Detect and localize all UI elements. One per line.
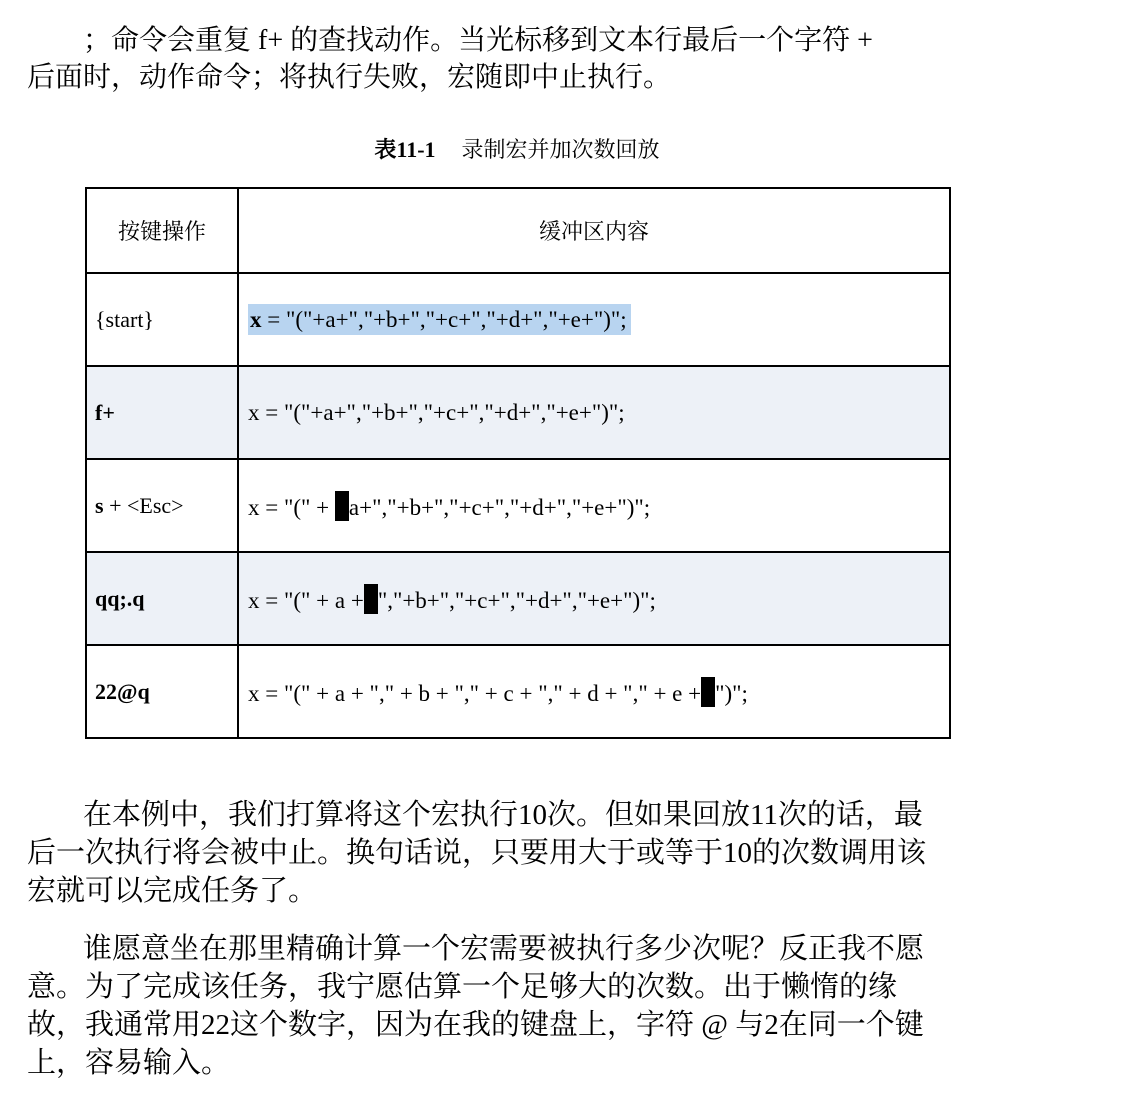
bold-text: 22@q: [95, 678, 150, 704]
text-line: 宏就可以完成任务了。: [27, 875, 318, 907]
header-keystrokes: 按键操作: [86, 188, 238, 273]
table-row: [86, 366, 950, 459]
table-caption-label: 表11-1: [374, 137, 436, 162]
text-line: 上，容易输入。: [27, 1047, 231, 1079]
buffer-contents-cell: [238, 552, 950, 645]
keystrokes-cell: [86, 645, 238, 738]
text-line: 故，我通常用22这个数字，因为在我的键盘上，字符 @ 与2在同一个键: [27, 1009, 924, 1041]
buffer-contents-cell: [238, 459, 950, 552]
text: a+","+b+","+c+","+d+","+e+")";: [348, 494, 651, 520]
text: ","+b+","+c+","+d+","+e+")";: [377, 587, 656, 613]
bold-text: s: [95, 492, 104, 518]
header-buffer-contents: 缓冲区内容: [238, 188, 950, 273]
table-row: [86, 552, 950, 645]
buffer-contents-cell: [238, 273, 950, 366]
text: x = "(" + a + "," + b + "," + c + "," + d + "," + e +: [248, 680, 702, 706]
cursor-block: [335, 491, 349, 521]
text-line: ；命令会重复 f+ 的查找动作。当光标移到文本行最后一个字符 +: [83, 25, 873, 56]
text-line: 意。为了完成该任务，我宁愿估算一个足够大的次数。出于懒惰的缘: [27, 971, 898, 1003]
table-row: [86, 645, 950, 738]
bold-text: qq;.q: [95, 585, 145, 611]
text-line: 谁愿意坐在那里精确计算一个宏需要被执行多少次呢？反正我不愿: [83, 933, 925, 965]
text: {start}: [95, 306, 154, 332]
bold-text: x: [250, 306, 262, 332]
cursor-block: [701, 677, 715, 707]
keystrokes-cell: [86, 552, 238, 645]
cursor-block: [364, 584, 378, 614]
table-header-row: [86, 188, 950, 273]
macro-playback-table: [85, 187, 951, 739]
keystrokes-cell: [86, 366, 238, 459]
table-row: [86, 273, 950, 366]
text: + <Esc>: [103, 492, 184, 518]
bold-text: f+: [95, 399, 115, 425]
paragraph-macro-abort: [27, 22, 873, 96]
table-row: [86, 459, 950, 552]
text: = "("+a+","+b+","+c+","+d+","+e+")";: [261, 306, 627, 332]
paragraph-lazy-estimate: [27, 930, 924, 1082]
buffer-contents-cell: [238, 645, 950, 738]
text: x = "(" +: [248, 494, 335, 520]
keystrokes-cell: [86, 273, 238, 366]
text-line: 后一次执行将会被中止。换句话说，只要用大于或等于10的次数调用该: [27, 837, 927, 869]
selection-highlight: [248, 304, 631, 335]
keystrokes-cell: [86, 459, 238, 552]
text: x = "(" + a +: [248, 587, 364, 613]
table-caption: [85, 133, 949, 164]
paragraph-replay-count: [27, 796, 926, 910]
text: ")";: [715, 680, 748, 706]
buffer-contents-cell: [238, 366, 950, 459]
text: x = "("+a+","+b+","+c+","+d+","+e+")";: [248, 399, 625, 425]
table-caption-title: 录制宏并加次数回放: [461, 137, 660, 162]
text-line: 在本例中，我们打算将这个宏执行10次。但如果回放11次的话，最: [83, 799, 923, 831]
text-line: 后面时，动作命令；将执行失败，宏随即中止执行。: [27, 62, 672, 93]
